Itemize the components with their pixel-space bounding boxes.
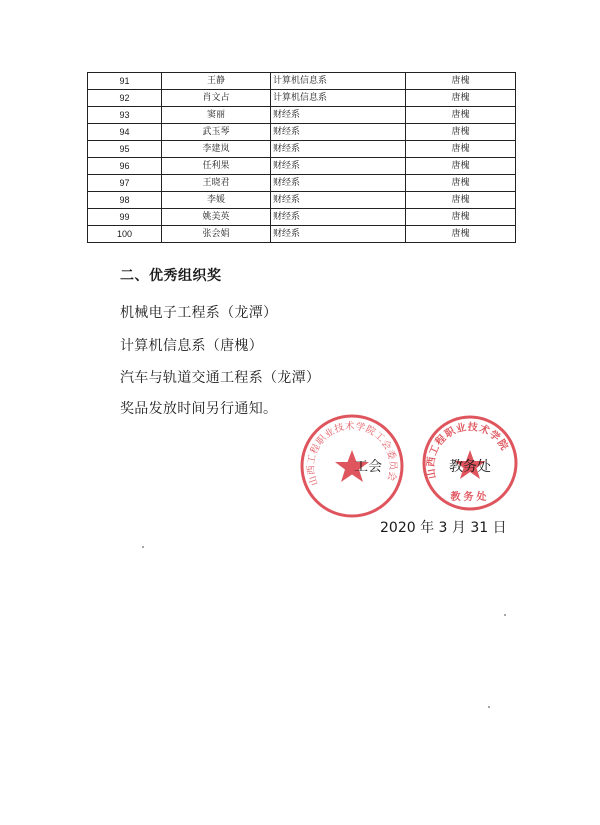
row-department: 财经系 <box>271 124 406 141</box>
roster-body <box>88 73 516 243</box>
row-department: 财经系 <box>271 158 406 175</box>
row-campus: 唐槐 <box>406 141 516 158</box>
row-name: 肖文占 <box>162 90 271 107</box>
table-row <box>88 124 516 141</box>
award-roster-table <box>87 72 516 243</box>
row-name: 窦丽 <box>162 107 271 124</box>
row-department: 财经系 <box>271 107 406 124</box>
row-name: 李建岚 <box>162 141 271 158</box>
table-row <box>88 209 516 226</box>
row-name: 王静 <box>162 73 271 90</box>
signature-date: 2020 年 3 月 31 日 <box>380 520 507 536</box>
award-item-2: 计算机信息系（唐槐） <box>120 338 263 354</box>
row-name: 姚美英 <box>162 209 271 226</box>
row-number: 92 <box>88 90 162 107</box>
row-campus: 唐槐 <box>406 124 516 141</box>
row-campus: 唐槐 <box>406 175 516 192</box>
row-department: 计算机信息系 <box>271 73 406 90</box>
row-name: 武玉琴 <box>162 124 271 141</box>
row-department: 财经系 <box>271 192 406 209</box>
union-signature: 工会 <box>354 459 382 475</box>
row-department: 财经系 <box>271 141 406 158</box>
row-number: 93 <box>88 107 162 124</box>
award-item-1: 机械电子工程系（龙潭） <box>120 305 278 321</box>
union-seal <box>298 412 406 520</box>
row-name: 任利果 <box>162 158 271 175</box>
row-name: 王晓君 <box>162 175 271 192</box>
row-campus: 唐槐 <box>406 209 516 226</box>
row-number: 97 <box>88 175 162 192</box>
row-name: 李媛 <box>162 192 271 209</box>
scan-speck <box>488 706 490 708</box>
table-row <box>88 175 516 192</box>
row-number: 98 <box>88 192 162 209</box>
row-campus: 唐槐 <box>406 226 516 243</box>
row-number: 91 <box>88 73 162 90</box>
table-row <box>88 73 516 90</box>
row-number: 96 <box>88 158 162 175</box>
table-row <box>88 141 516 158</box>
table-row <box>88 90 516 107</box>
table-row <box>88 158 516 175</box>
table-row <box>88 107 516 124</box>
row-campus: 唐槐 <box>406 158 516 175</box>
office-seal-bottom-text: 教务处 <box>450 492 490 503</box>
table-row <box>88 226 516 243</box>
row-campus: 唐槐 <box>406 192 516 209</box>
section-heading: 二、优秀组织奖 <box>120 268 222 284</box>
row-name: 张会娟 <box>162 226 271 243</box>
row-department: 财经系 <box>271 226 406 243</box>
row-department: 财经系 <box>271 175 406 192</box>
table-row <box>88 192 516 209</box>
award-item-3: 汽车与轨道交通工程系（龙潭） <box>120 370 321 386</box>
row-department: 计算机信息系 <box>271 90 406 107</box>
row-campus: 唐槐 <box>406 90 516 107</box>
union-seal-text: 山西工程职业技术学院工会委员会 <box>305 420 399 487</box>
prize-note: 奖品发放时间另行通知。 <box>120 401 278 417</box>
row-number: 100 <box>88 226 162 243</box>
row-number: 99 <box>88 209 162 226</box>
scan-speck <box>142 546 144 548</box>
scan-speck <box>504 614 506 616</box>
row-number: 95 <box>88 141 162 158</box>
row-campus: 唐槐 <box>406 107 516 124</box>
row-number: 94 <box>88 124 162 141</box>
row-department: 财经系 <box>271 209 406 226</box>
office-seal-text: 山西工程职业技术学院 <box>425 421 511 480</box>
office-signature: 教务处 <box>449 459 491 475</box>
row-campus: 唐槐 <box>406 73 516 90</box>
